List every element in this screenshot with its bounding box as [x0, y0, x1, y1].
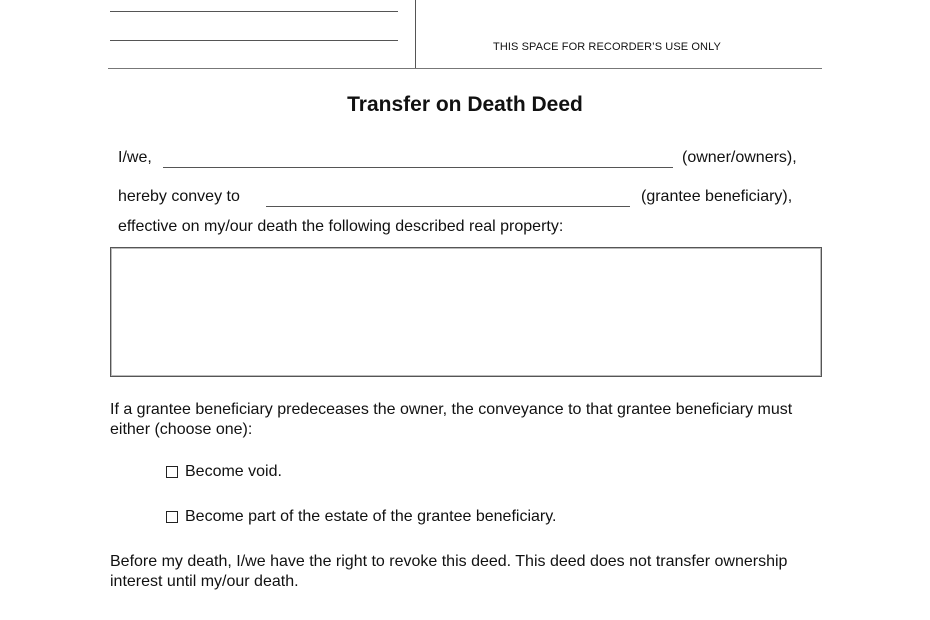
recorder-use-note: THIS SPACE FOR RECORDER’S USE ONLY — [493, 41, 721, 53]
header-bottom-rule — [108, 68, 822, 69]
property-intro: effective on my/our death the following described real property: — [118, 218, 564, 235]
option-label: Become void. — [185, 463, 282, 480]
return-address-line-1[interactable] — [110, 11, 398, 12]
grantee-suffix: (grantee beneficiary), — [641, 188, 793, 205]
option-label: Become part of the estate of the grantee beneficiary. — [185, 508, 557, 525]
owner-line — [118, 149, 152, 167]
grantee-name-field[interactable] — [266, 206, 630, 207]
grantee-prefix: hereby convey to — [118, 188, 240, 205]
checkbox-become-estate[interactable] — [166, 511, 178, 523]
property-description-box[interactable] — [110, 247, 822, 377]
page-title: Transfer on Death Deed — [347, 93, 583, 116]
option-become-estate[interactable] — [166, 508, 556, 526]
option-become-void[interactable] — [166, 463, 282, 481]
owner-name-field[interactable] — [163, 167, 673, 168]
header-divider — [415, 0, 416, 69]
revocation-paragraph: Before my death, I/we have the right to revoke this deed. This deed does not transfer ownership interest until my/our death. — [110, 553, 788, 590]
checkbox-become-void[interactable] — [166, 466, 178, 478]
owner-prefix: I/we, — [118, 149, 152, 166]
owner-suffix: (owner/owners), — [682, 149, 797, 166]
return-address-line-2[interactable] — [110, 40, 398, 41]
predecease-paragraph: If a grantee beneficiary predeceases the owner, the conveyance to that grantee beneficiary must either (choose one): — [110, 401, 793, 438]
